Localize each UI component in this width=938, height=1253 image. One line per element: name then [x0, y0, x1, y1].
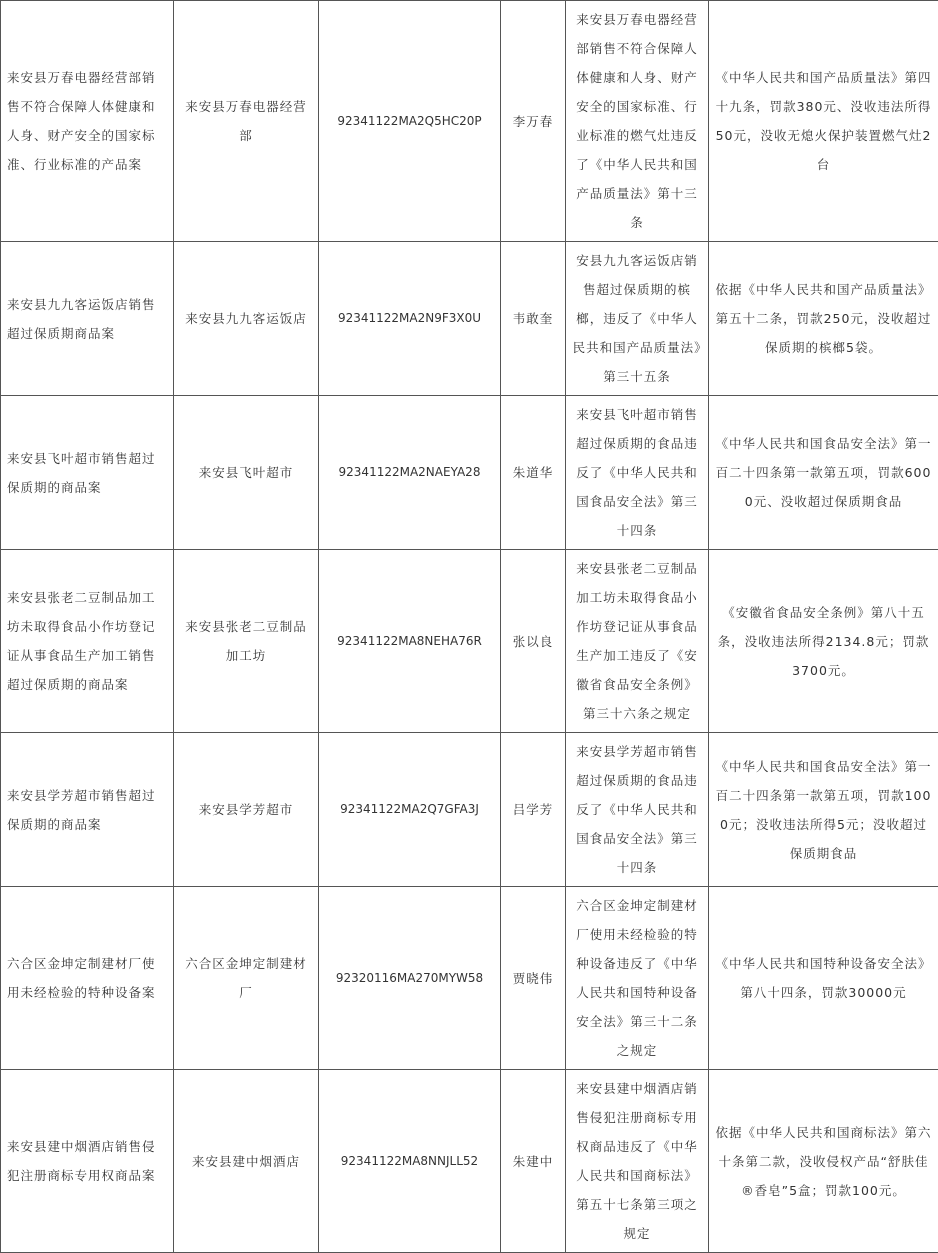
party-cell: 来安县建中烟酒店 — [174, 1070, 319, 1253]
penalty-cell: 《中华人民共和国食品安全法》第一百二十四条第一款第五项，罚款1000元；没收违法所得5元；没收超过保质期食品 — [709, 733, 938, 887]
case-name-cell: 来安县张老二豆制品加工坊未取得食品小作坊登记证从事食品生产加工销售超过保质期的商品案 — [1, 550, 174, 733]
legal-person-cell: 李万春 — [501, 1, 566, 242]
table-row — [1, 550, 938, 733]
party-cell: 来安县学芳超市 — [174, 733, 319, 887]
credit-code-cell: 92341122MA2N9F3X0U — [319, 242, 501, 396]
party-cell: 来安县九九客运饭店 — [174, 242, 319, 396]
case-name-cell: 六合区金坤定制建材厂使用未经检验的特种设备案 — [1, 887, 174, 1070]
penalty-cell: 依据《中华人民共和国商标法》第六十条第二款，没收侵权产品“舒肤佳®香皂”5盒；罚款100元。 — [709, 1070, 938, 1253]
violation-cell: 来安县张老二豆制品加工坊未取得食品小作坊登记证从事食品生产加工违反了《安徽省食品安全条例》第三十六条之规定 — [566, 550, 709, 733]
legal-person-cell: 贾晓伟 — [501, 887, 566, 1070]
table-row — [1, 242, 938, 396]
violation-cell: 来安县万春电器经营部销售不符合保障人体健康和人身、财产安全的国家标准、行业标准的燃气灶违反了《中华人民共和国产品质量法》第十三条 — [566, 1, 709, 242]
credit-code-cell: 92341122MA8NNJLL52 — [319, 1070, 501, 1253]
penalty-cell: 依据《中华人民共和国产品质量法》第五十二条，罚款250元，没收超过保质期的槟榔5袋。 — [709, 242, 938, 396]
violation-cell: 六合区金坤定制建材厂使用未经检验的特种设备违反了《中华人民共和国特种设备安全法》第三十二条之规定 — [566, 887, 709, 1070]
penalty-cell: 《中华人民共和国特种设备安全法》第八十四条，罚款30000元 — [709, 887, 938, 1070]
credit-code-cell: 92341122MA8NEHA76R — [319, 550, 501, 733]
legal-person-cell: 朱建中 — [501, 1070, 566, 1253]
party-cell: 六合区金坤定制建材厂 — [174, 887, 319, 1070]
party-cell: 来安县飞叶超市 — [174, 396, 319, 550]
legal-person-cell: 韦敢奎 — [501, 242, 566, 396]
violation-cell: 来安县建中烟酒店销售侵犯注册商标专用权商品违反了《中华人民共和国商标法》第五十七条第三项之规定 — [566, 1070, 709, 1253]
penalty-cell: 《安徽省食品安全条例》第八十五条，没收违法所得2134.8元；罚款3700元。 — [709, 550, 938, 733]
legal-person-cell: 朱道华 — [501, 396, 566, 550]
case-name-cell: 来安县建中烟酒店销售侵犯注册商标专用权商品案 — [1, 1070, 174, 1253]
table-row — [1, 396, 938, 550]
penalty-cell: 《中华人民共和国产品质量法》第四十九条，罚款380元、没收违法所得50元，没收无熄火保护装置燃气灶2台 — [709, 1, 938, 242]
violation-cell: 来安县飞叶超市销售超过保质期的食品违反了《中华人民共和国食品安全法》第三十四条 — [566, 396, 709, 550]
case-name-cell: 来安县学芳超市销售超过保质期的商品案 — [1, 733, 174, 887]
violation-cell: 安县九九客运饭店销售超过保质期的槟榔，违反了《中华人民共和国产品质量法》第三十五条 — [566, 242, 709, 396]
table-row — [1, 1, 938, 242]
credit-code-cell: 92320116MA270MYW58 — [319, 887, 501, 1070]
case-name-cell: 来安县九九客运饭店销售超过保质期商品案 — [1, 242, 174, 396]
credit-code-cell: 92341122MA2Q7GFA3J — [319, 733, 501, 887]
party-cell: 来安县万春电器经营部 — [174, 1, 319, 242]
table-row — [1, 1070, 938, 1253]
legal-person-cell: 张以良 — [501, 550, 566, 733]
table-row — [1, 733, 938, 887]
legal-person-cell: 吕学芳 — [501, 733, 566, 887]
table-row — [1, 887, 938, 1070]
credit-code-cell: 92341122MA2NAEYA28 — [319, 396, 501, 550]
case-name-cell: 来安县万春电器经营部销售不符合保障人体健康和人身、财产安全的国家标准、行业标准的产品案 — [1, 1, 174, 242]
penalty-cell: 《中华人民共和国食品安全法》第一百二十四条第一款第五项，罚款6000元、没收超过保质期食品 — [709, 396, 938, 550]
case-name-cell: 来安县飞叶超市销售超过保质期的商品案 — [1, 396, 174, 550]
party-cell: 来安县张老二豆制品加工坊 — [174, 550, 319, 733]
credit-code-cell: 92341122MA2Q5HC20P — [319, 1, 501, 242]
violation-cell: 来安县学芳超市销售超过保质期的食品违反了《中华人民共和国食品安全法》第三十四条 — [566, 733, 709, 887]
